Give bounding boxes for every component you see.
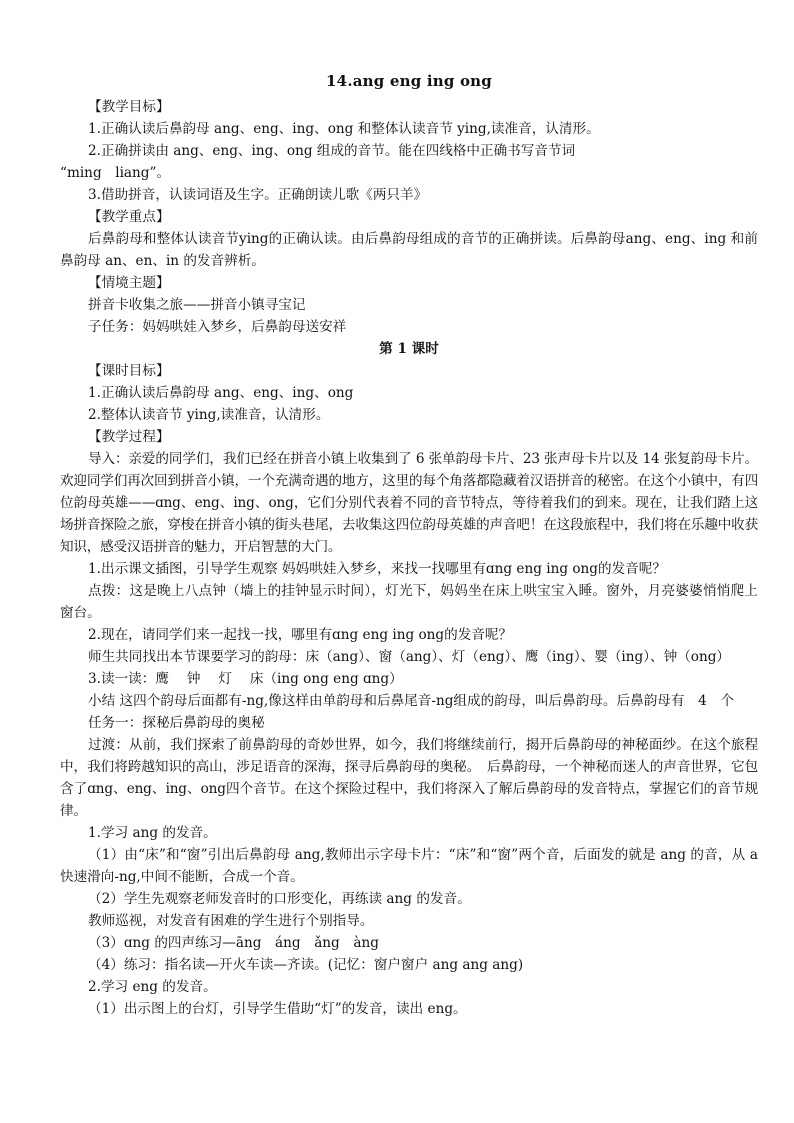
ang-step-2: （2）学生先观察老师发音时的口形变化，再练读 ang 的发音。 bbox=[88, 891, 471, 907]
ang-patrol: 教师巡视，对发音有困难的学生进行个别指导。 bbox=[88, 913, 374, 929]
key-points-heading: 【教学重点】 bbox=[88, 209, 170, 225]
step-2: 2.现在，请同学们来一起找一找，哪里有ɑng eng ing ong的发音呢？ bbox=[88, 627, 513, 643]
goal-1: 1.正确认读后鼻韵母 ang、eng、ing、ong 和整体认读音节 ying,读准音，认清形。 bbox=[88, 121, 600, 137]
step-1: 1.出示课文插图，引导学生观察 妈妈哄娃入梦乡，来找一找哪里有ɑng eng ing ong的发音呢？ bbox=[88, 561, 666, 577]
subtask-text: 子任务：妈妈哄娃入梦乡，后鼻韵母送安祥 bbox=[88, 319, 347, 335]
learn-eng-heading: 2.学习 eng 的发音。 bbox=[88, 979, 217, 995]
hint-paragraph: 点拨：这是晚上八点钟（墙上的挂钟显示时间），灯光下，妈妈坐在床上哄宝宝入睡。窗外，月亮婆婆悄悄爬上窗台。 bbox=[60, 583, 758, 621]
transition-paragraph: 过渡：从前，我们探索了前鼻韵母的奇妙世界，如今，我们将继续前行，揭开后鼻韵母的神秘面纱。在这个旅程中，我们将跨越知识的高山，涉足语音的深海，探寻后鼻韵母的奥秘。 后鼻韵母，一个神秘而迷人的声音世界，它包含了ɑng、eng、ing、ong四个音节。在这个探险过程中，我们将深入了解后鼻韵母的发音特点，掌握它们的音节规律。 bbox=[60, 737, 758, 819]
goal-3: 3.借助拼音，认读词语及生字。正确朗读儿歌《两只羊》 bbox=[88, 187, 428, 203]
step-2-text: 师生共同找出本节课要学习的韵母：床（ang）、窗（ang）、灯（eng）、鹰（ing）、婴（ing）、钟（ong） bbox=[88, 649, 731, 665]
theme-heading: 【情境主题】 bbox=[88, 275, 170, 291]
lesson-1-title: 第 1 课时 bbox=[379, 341, 439, 357]
lesson-goals-heading: 【课时目标】 bbox=[88, 363, 170, 379]
teaching-goals-heading: 【教学目标】 bbox=[88, 99, 170, 115]
intro-paragraph: 导入：亲爱的同学们，我们已经在拼音小镇上收集到了 6 张单韵母卡片、23 张声母卡片以及 14 张复韵母卡片。欢迎同学们再次回到拼音小镇，一个充满奇遇的地方，这里的每个角落都隐藏着汉语拼音的秘密。在这个小镇中，有四位韵母英雄——ɑng、eng、ing、ong，它们分别代表着不同的音节特点，等待着我们的到来。现在，让我们踏上这场拼音探险之旅，穿梭在拼音小镇的街头巷尾，去收集这四位韵母英雄的声音吧！在这段旅程中，我们将在乐趣中收获知识，感受汉语拼音的魅力，开启智慧的大门。 bbox=[60, 451, 758, 555]
goal-2: 2.正确拼读由 ang、eng、ing、ong 组成的音节。能在四线格中正确书写音节词 bbox=[88, 143, 576, 159]
lesson-title: 14.ang eng ing ong bbox=[326, 72, 492, 90]
ang-step-3: （3）ɑng 的四声练习—āng áng ǎng àng bbox=[88, 935, 379, 951]
process-heading: 【教学过程】 bbox=[88, 429, 170, 445]
ang-step-4: （4）练习：指名读—开火车读—齐读。(记忆：窗户窗户 ang ang ang) bbox=[88, 957, 524, 973]
learn-ang-heading: 1.学习 ang 的发音。 bbox=[88, 825, 217, 841]
lesson-goal-1: 1.正确认读后鼻韵母 ang、eng、ing、ong bbox=[88, 385, 354, 401]
step-3: 3.读一读：鹰 钟 灯 床（ing ong eng ɑng） bbox=[88, 671, 403, 687]
key-points-text: 后鼻韵母和整体认读音节ying的正确认读。由后鼻韵母组成的音节的正确拼读。后鼻韵母ang、eng、ing 和前鼻韵母 an、en、in 的发音辨析。 bbox=[60, 231, 758, 269]
theme-text: 拼音卡收集之旅——拼音小镇寻宝记 bbox=[88, 297, 306, 313]
eng-step-1: （1）出示图上的台灯，引导学生借助“灯”的发音，读出 eng。 bbox=[88, 1001, 467, 1017]
task-1-heading: 任务一：探秘后鼻韵母的奥秘 bbox=[88, 715, 265, 731]
summary-paragraph: 小结 这四个韵母后面都有-ng,像这样由单韵母和后鼻尾音-ng组成的韵母，叫后鼻韵母。后鼻韵母有 4 个 bbox=[88, 693, 734, 709]
goal-2-continued: “ming liang”。 bbox=[60, 165, 171, 181]
lesson-goal-2: 2.整体认读音节 ying,读准音，认清形。 bbox=[88, 407, 330, 423]
ang-step-1: （1）由“床”和“窗”引出后鼻韵母 ang,教师出示字母卡片：“床”和“窗”两个音，后面发的就是 ang 的音，从 a 快速滑向-ng,中间不能断，合成一个音。 bbox=[60, 847, 758, 885]
